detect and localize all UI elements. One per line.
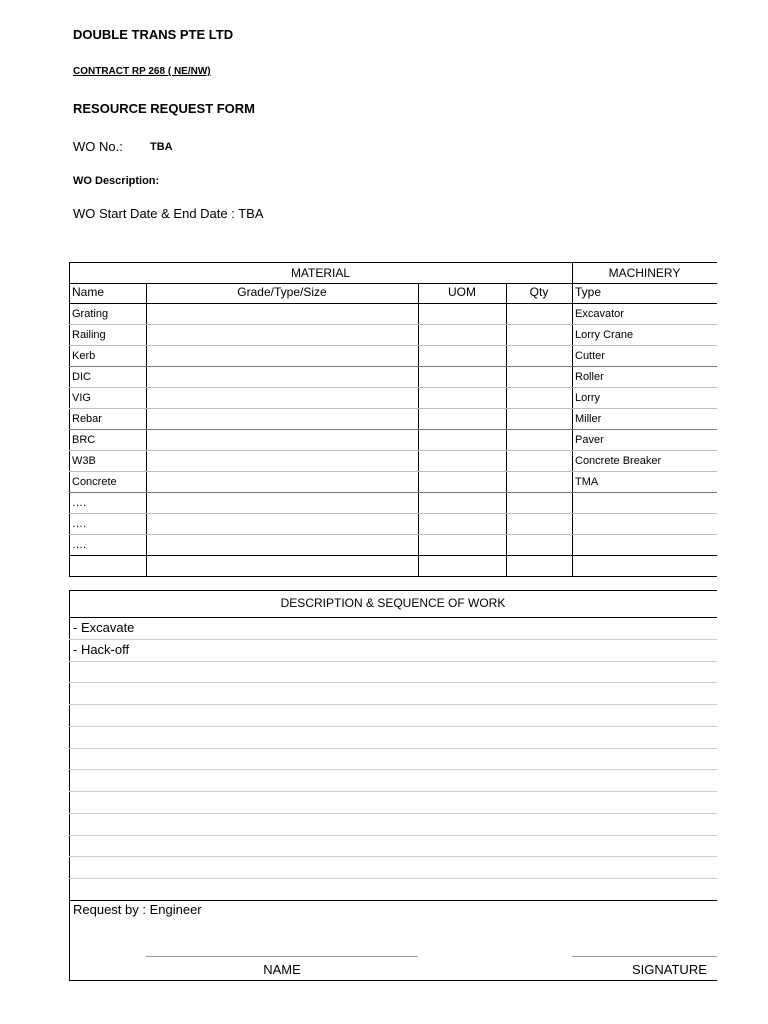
row-divider (69, 429, 717, 430)
machinery-row-type: Miller (575, 413, 602, 425)
work-section-title: DESCRIPTION & SEQUENCE OF WORK (280, 596, 506, 610)
material-row-name: BRC (72, 434, 96, 446)
work-line-divider (69, 878, 717, 879)
column-header-name: Name (72, 285, 105, 299)
work-table-bottom-border (69, 980, 717, 981)
work-line-divider (69, 661, 717, 662)
machinery-row-type: Concrete Breaker (575, 455, 662, 467)
wo-no-label: WO No.: (73, 139, 123, 154)
work-table-header-divider (69, 617, 717, 618)
material-row-name: Concrete (72, 476, 117, 488)
company-name: DOUBLE TRANS PTE LTD (73, 27, 234, 42)
header-divider (69, 283, 717, 284)
material-row-name: W3B (72, 455, 96, 467)
work-line-divider (69, 639, 717, 640)
machinery-row-type: Roller (575, 371, 604, 383)
work-line-divider (69, 682, 717, 683)
work-table-top-border (69, 590, 717, 591)
material-row-name: Kerb (72, 350, 96, 362)
form-title: RESOURCE REQUEST FORM (73, 101, 256, 116)
work-line-divider (69, 769, 717, 770)
machinery-row-type: TMA (575, 476, 599, 488)
row-divider (69, 324, 717, 325)
work-line-divider (69, 704, 717, 705)
material-row-name: …. (72, 518, 87, 530)
column-header-type: Type (575, 285, 602, 299)
work-line: - Hack-off (73, 641, 130, 657)
material-row-name: Railing (72, 329, 106, 341)
column-header-uom: UOM (448, 285, 476, 299)
work-line-divider (69, 791, 717, 792)
contract-number: CONTRACT RP 268 ( NE/NW) (73, 66, 211, 77)
wo-description-label: WO Description: (73, 175, 160, 187)
column-header-grade: Grade/Type/Size (237, 285, 327, 299)
row-divider (69, 492, 717, 493)
machinery-row-type: Excavator (575, 308, 624, 320)
material-row-name: VIG (72, 392, 91, 404)
row-divider (69, 366, 717, 367)
table-bottom-border (69, 576, 717, 577)
name-label: NAME (263, 962, 301, 977)
wo-dates: WO Start Date & End Date : TBA (73, 206, 264, 221)
row-divider (69, 345, 717, 346)
signature-label: SIGNATURE (632, 962, 707, 977)
signature-line (572, 956, 717, 957)
work-line-divider (69, 835, 717, 836)
machinery-row-type: Cutter (575, 350, 605, 362)
material-row-name: Grating (72, 308, 109, 320)
work-line-divider (69, 748, 717, 749)
table-left-border (69, 262, 70, 577)
name-line (146, 956, 418, 957)
material-row-name: Rebar (72, 413, 102, 425)
col-divider-uom (506, 283, 507, 577)
work-line-divider (69, 900, 717, 901)
work-line-divider (69, 813, 717, 814)
table-top-border (69, 262, 717, 263)
machinery-section-title: MACHINERY (608, 266, 681, 280)
work-line-divider (69, 856, 717, 857)
row-divider (69, 387, 717, 388)
row-divider (69, 408, 717, 409)
request-by-label: Request by : Engineer (73, 902, 202, 917)
machinery-row-type: Paver (575, 434, 604, 446)
row-divider (69, 513, 717, 514)
col-divider-machinery (572, 262, 573, 577)
column-header-qty: Qty (529, 285, 549, 299)
row-divider (69, 471, 717, 472)
work-line: - Excavate (73, 620, 135, 635)
row-divider (69, 534, 717, 535)
work-table-left-border (69, 590, 70, 981)
col-divider-grade (418, 283, 419, 577)
material-section-title: MATERIAL (290, 266, 351, 280)
material-row-name: …. (72, 539, 87, 551)
work-line-divider (69, 726, 717, 727)
material-row-name: …. (72, 497, 87, 509)
material-row-name: DIC (72, 371, 91, 383)
row-divider (69, 450, 717, 451)
last-row-divider (69, 555, 717, 556)
column-header-divider (69, 303, 717, 304)
machinery-row-type: Lorry (575, 392, 601, 404)
wo-no-value: TBA (150, 141, 173, 153)
col-divider-name (146, 283, 147, 577)
machinery-row-type: Lorry Crane (575, 329, 634, 341)
